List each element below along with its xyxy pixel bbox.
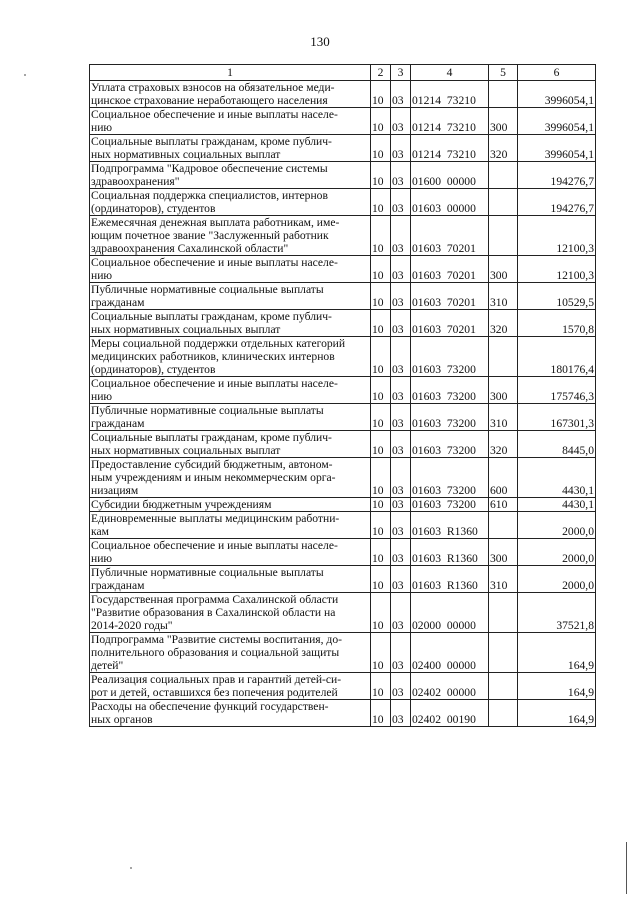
row-target-article: 01603 73200 <box>411 498 489 512</box>
row-expense-type: 320 <box>489 135 518 162</box>
row-subsection: 03 <box>391 539 411 566</box>
row-section: 10 <box>371 498 391 512</box>
row-section: 10 <box>371 673 391 700</box>
row-expense-type: 300 <box>489 377 518 404</box>
row-target-article: 01603 R1360 <box>411 566 489 593</box>
row-section: 10 <box>371 337 391 377</box>
table-row <box>90 431 596 458</box>
row-target-article: 01603 70201 <box>411 256 489 283</box>
row-subsection: 03 <box>391 108 411 135</box>
row-target-article: 01214 73210 <box>411 108 489 135</box>
row-target-article: 01603 70201 <box>411 283 489 310</box>
row-amount: 2000,0 <box>518 566 596 593</box>
row-section: 10 <box>371 512 391 539</box>
row-expense-type <box>489 189 518 216</box>
row-amount: 194276,7 <box>518 189 596 216</box>
row-subsection: 03 <box>391 673 411 700</box>
row-subsection: 03 <box>391 458 411 498</box>
row-target-article: 01603 R1360 <box>411 512 489 539</box>
row-subsection: 03 <box>391 310 411 337</box>
page-number: 130 <box>310 34 330 49</box>
row-amount: 12100,3 <box>518 216 596 256</box>
row-target-article: 01214 73210 <box>411 135 489 162</box>
row-expense-type <box>489 593 518 633</box>
row-target-article: 01603 00000 <box>411 189 489 216</box>
row-name: Социальные выплаты гражданам, кроме публич- ных нормативных социальных выплат <box>90 135 371 162</box>
row-name: Подпрограмма "Развитие системы воспитания, до- полнительного образования и социальной защиты детей" <box>90 633 371 673</box>
row-name: Ежемесячная денежная выплата работникам, име- ющим почетное звание "Заслуженный работник здравоохранения Сахалинской области" <box>90 216 371 256</box>
row-subsection: 03 <box>391 566 411 593</box>
row-name: Единовременные выплаты медицинским работни- кам <box>90 512 371 539</box>
row-expense-type <box>489 337 518 377</box>
table-row <box>90 512 596 539</box>
row-expense-type: 310 <box>489 283 518 310</box>
row-amount: 4430,1 <box>518 498 596 512</box>
row-subsection: 03 <box>391 162 411 189</box>
row-subsection: 03 <box>391 216 411 256</box>
row-subsection: 03 <box>391 633 411 673</box>
table-row <box>90 700 596 727</box>
row-amount: 164,9 <box>518 633 596 673</box>
row-name: Социальные выплаты гражданам, кроме публич- ных нормативных социальных выплат <box>90 431 371 458</box>
row-name: Публичные нормативные социальные выплаты гражданам <box>90 283 371 310</box>
row-expense-type: 600 <box>489 458 518 498</box>
row-amount: 2000,0 <box>518 512 596 539</box>
table-row <box>90 404 596 431</box>
row-expense-type <box>489 633 518 673</box>
column-header-amount: 6 <box>518 65 596 81</box>
row-name: Государственная программа Сахалинской области "Развитие образования в Сахалинской области на 2014-2020 годы" <box>90 593 371 633</box>
row-name: Публичные нормативные социальные выплаты гражданам <box>90 566 371 593</box>
row-name: Социальное обеспечение и иные выплаты населе- нию <box>90 377 371 404</box>
row-section: 10 <box>371 135 391 162</box>
row-subsection: 03 <box>391 81 411 108</box>
margin-mark <box>626 842 627 894</box>
table-row <box>90 256 596 283</box>
table-row <box>90 458 596 498</box>
row-target-article: 02400 00000 <box>411 633 489 673</box>
row-expense-type <box>489 673 518 700</box>
row-expense-type <box>489 162 518 189</box>
row-amount: 175746,3 <box>518 377 596 404</box>
row-subsection: 03 <box>391 377 411 404</box>
row-name: Предоставление субсидий бюджетным, автоном- ным учреждениям и иным некоммерческим орга- низациям <box>90 458 371 498</box>
row-section: 10 <box>371 431 391 458</box>
row-section: 10 <box>371 539 391 566</box>
row-amount: 3996054,1 <box>518 108 596 135</box>
row-amount: 3996054,1 <box>518 81 596 108</box>
row-subsection: 03 <box>391 256 411 283</box>
row-amount: 167301,3 <box>518 404 596 431</box>
row-section: 10 <box>371 162 391 189</box>
row-section: 10 <box>371 216 391 256</box>
row-target-article: 01600 00000 <box>411 162 489 189</box>
row-name: Подпрограмма "Кадровое обеспечение системы здравоохранения" <box>90 162 371 189</box>
table-row <box>90 135 596 162</box>
row-expense-type <box>489 81 518 108</box>
table-row <box>90 337 596 377</box>
row-target-article: 02402 00190 <box>411 700 489 727</box>
row-amount: 4430,1 <box>518 458 596 498</box>
table-row <box>90 162 596 189</box>
row-amount: 10529,5 <box>518 283 596 310</box>
table-row <box>90 633 596 673</box>
row-name: Социальное обеспечение и иные выплаты населе- нию <box>90 108 371 135</box>
table-row <box>90 310 596 337</box>
row-amount: 1570,8 <box>518 310 596 337</box>
row-amount: 194276,7 <box>518 162 596 189</box>
row-expense-type: 300 <box>489 108 518 135</box>
row-expense-type <box>489 216 518 256</box>
row-section: 10 <box>371 700 391 727</box>
row-section: 10 <box>371 566 391 593</box>
table-row <box>90 283 596 310</box>
row-expense-type <box>489 700 518 727</box>
row-subsection: 03 <box>391 189 411 216</box>
scan-speck <box>24 74 26 76</box>
row-section: 10 <box>371 310 391 337</box>
row-target-article: 01603 73200 <box>411 431 489 458</box>
row-target-article: 01214 73210 <box>411 81 489 108</box>
row-section: 10 <box>371 633 391 673</box>
table-row <box>90 189 596 216</box>
row-subsection: 03 <box>391 512 411 539</box>
table-row <box>90 81 596 108</box>
row-amount: 8445,0 <box>518 431 596 458</box>
column-header-section: 2 <box>371 65 391 81</box>
row-amount: 164,9 <box>518 673 596 700</box>
row-amount: 164,9 <box>518 700 596 727</box>
row-target-article: 01603 70201 <box>411 310 489 337</box>
row-subsection: 03 <box>391 135 411 162</box>
row-section: 10 <box>371 256 391 283</box>
row-target-article: 01603 73200 <box>411 458 489 498</box>
column-header-expense-type: 5 <box>489 65 518 81</box>
row-name: Субсидии бюджетным учреждениям <box>90 498 371 512</box>
table-row <box>90 673 596 700</box>
table-row <box>90 498 596 512</box>
row-section: 10 <box>371 404 391 431</box>
row-name: Социальная поддержка специалистов, интернов (ординаторов), студентов <box>90 189 371 216</box>
row-amount: 12100,3 <box>518 256 596 283</box>
table-row <box>90 377 596 404</box>
row-section: 10 <box>371 458 391 498</box>
column-header-subsection: 3 <box>391 65 411 81</box>
table-row <box>90 593 596 633</box>
row-subsection: 03 <box>391 337 411 377</box>
table-row <box>90 566 596 593</box>
table-header-row <box>90 65 596 81</box>
row-target-article: 01603 73200 <box>411 337 489 377</box>
row-name: Социальные выплаты гражданам, кроме публич- ных нормативных социальных выплат <box>90 310 371 337</box>
row-amount: 37521,8 <box>518 593 596 633</box>
row-section: 10 <box>371 81 391 108</box>
row-expense-type: 300 <box>489 539 518 566</box>
row-section: 10 <box>371 108 391 135</box>
row-target-article: 01603 70201 <box>411 216 489 256</box>
table-row <box>90 539 596 566</box>
row-name: Меры социальной поддержки отдельных категорий медицинских работников, клинических интернов (ординаторов), студентов <box>90 337 371 377</box>
row-subsection: 03 <box>391 593 411 633</box>
row-amount: 3996054,1 <box>518 135 596 162</box>
budget-table <box>89 64 596 727</box>
row-target-article: 01603 73200 <box>411 404 489 431</box>
row-expense-type <box>489 512 518 539</box>
row-subsection: 03 <box>391 404 411 431</box>
column-header-name: 1 <box>90 65 371 81</box>
row-amount: 180176,4 <box>518 337 596 377</box>
row-section: 10 <box>371 377 391 404</box>
row-subsection: 03 <box>391 498 411 512</box>
row-section: 10 <box>371 189 391 216</box>
row-expense-type: 320 <box>489 310 518 337</box>
row-name: Расходы на обеспечение функций государствен- ных органов <box>90 700 371 727</box>
row-expense-type: 320 <box>489 431 518 458</box>
row-section: 10 <box>371 283 391 310</box>
table-row <box>90 108 596 135</box>
row-name: Социальное обеспечение и иные выплаты населе- нию <box>90 256 371 283</box>
column-header-target-article: 4 <box>411 65 489 81</box>
row-expense-type: 300 <box>489 256 518 283</box>
row-subsection: 03 <box>391 431 411 458</box>
row-subsection: 03 <box>391 283 411 310</box>
row-expense-type: 310 <box>489 404 518 431</box>
row-amount: 2000,0 <box>518 539 596 566</box>
row-name: Уплата страховых взносов на обязательное меди- цинское страхование неработающего населения <box>90 81 371 108</box>
row-target-article: 01603 73200 <box>411 377 489 404</box>
row-expense-type: 310 <box>489 566 518 593</box>
row-target-article: 01603 R1360 <box>411 539 489 566</box>
table-row <box>90 216 596 256</box>
row-name: Публичные нормативные социальные выплаты гражданам <box>90 404 371 431</box>
row-target-article: 02402 00000 <box>411 673 489 700</box>
scan-speck <box>130 867 132 869</box>
row-name: Социальное обеспечение и иные выплаты населе- нию <box>90 539 371 566</box>
row-subsection: 03 <box>391 700 411 727</box>
row-target-article: 02000 00000 <box>411 593 489 633</box>
row-expense-type: 610 <box>489 498 518 512</box>
row-name: Реализация социальных прав и гарантий детей-си- рот и детей, оставшихся без попечения родителей <box>90 673 371 700</box>
row-section: 10 <box>371 593 391 633</box>
